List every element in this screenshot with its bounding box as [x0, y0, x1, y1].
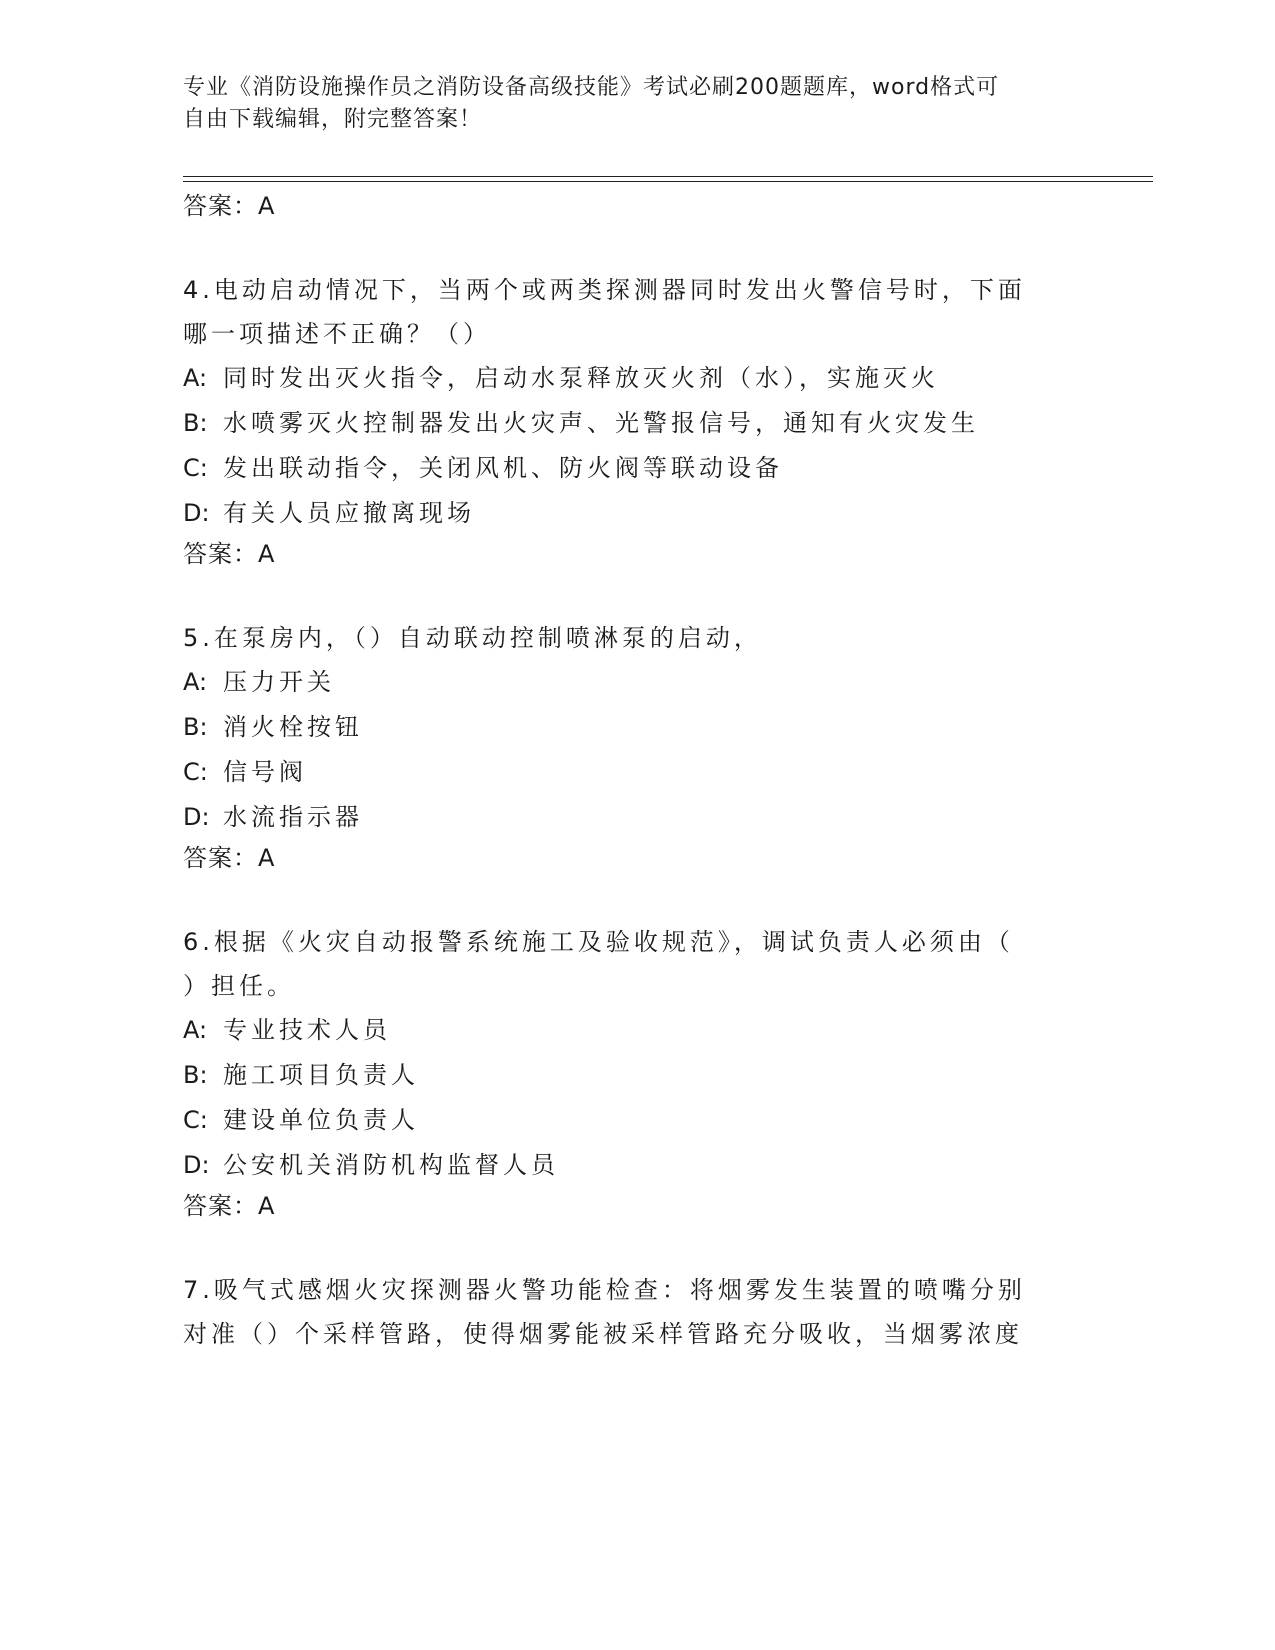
option-d: [183, 795, 1063, 840]
header-line: 专业《消防设施操作员之消防设备高级技能》考试必刷200题题库，word格式可: [183, 75, 1000, 100]
option-text: 水喷雾灭火控制器发出火灾声、光警报信号，通知有火灾发生: [223, 409, 979, 437]
option-key: B:: [183, 713, 208, 741]
option-c: [183, 750, 1063, 795]
answer-line: 答案：A: [183, 540, 276, 568]
question-text: 对准（）个采样管路，使得烟雾能被采样管路充分吸收，当烟雾浓度: [183, 1320, 1023, 1348]
option-c: [183, 446, 1063, 491]
question-text: 4.电动启动情况下，当两个或两类探测器同时发出火警信号时，下面: [183, 276, 1026, 304]
option-a: [183, 356, 1063, 401]
option-d: [183, 491, 1063, 536]
option-a: [183, 1008, 1063, 1053]
question-text: 6.根据《火灾自动报警系统施工及验收规范》，调试负责人必须由（: [183, 928, 1014, 956]
option-key: C:: [183, 454, 208, 482]
option-text: 有关人员应撤离现场: [223, 499, 475, 527]
document-header: [183, 72, 1063, 136]
question-block: [183, 1268, 1063, 1356]
option-text: 公安机关消防机构监督人员: [223, 1151, 559, 1179]
option-key: C:: [183, 1106, 208, 1134]
answer-line: 答案：A: [183, 192, 276, 220]
option-text: 水流指示器: [223, 803, 363, 831]
option-key: D:: [183, 1151, 210, 1179]
header-line: 自由下载编辑，附完整答案！: [183, 107, 483, 132]
option-key: B:: [183, 409, 208, 437]
question-text: 5.在泵房内，（）自动联动控制喷淋泵的启动，: [183, 624, 762, 652]
question-block: [183, 920, 1063, 1232]
option-key: B:: [183, 1061, 208, 1089]
option-key: D:: [183, 803, 210, 831]
option-text: 施工项目负责人: [223, 1061, 419, 1089]
question-text: 哪一项描述不正确？（）: [183, 320, 491, 348]
question-text: 7.吸气式感烟火灾探测器火警功能检查：将烟雾发生装置的喷嘴分别: [183, 1276, 1026, 1304]
option-text: 专业技术人员: [223, 1016, 391, 1044]
option-b: [183, 1053, 1063, 1098]
option-key: A:: [183, 364, 208, 392]
question-block: [183, 268, 1063, 580]
option-a: [183, 660, 1063, 705]
option-d: [183, 1143, 1063, 1188]
answer-line: 答案：A: [183, 844, 276, 872]
option-text: 消火栓按钮: [223, 713, 363, 741]
option-text: 发出联动指令，关闭风机、防火阀等联动设备: [223, 454, 783, 482]
document-body: [183, 188, 1063, 1356]
option-key: A:: [183, 1016, 208, 1044]
option-key: A:: [183, 668, 208, 696]
option-c: [183, 1098, 1063, 1143]
header-divider: [183, 176, 1153, 182]
option-text: 同时发出灭火指令，启动水泵释放灭火剂（水），实施灭火: [223, 364, 939, 392]
question-block: [183, 616, 1063, 884]
option-b: [183, 705, 1063, 750]
option-key: C:: [183, 758, 208, 786]
option-b: [183, 401, 1063, 446]
option-text: 信号阀: [223, 758, 307, 786]
option-text: 压力开关: [223, 668, 335, 696]
option-text: 建设单位负责人: [223, 1106, 419, 1134]
question-text: ）担任。: [183, 972, 295, 1000]
answer-line: 答案：A: [183, 1192, 276, 1220]
option-key: D:: [183, 499, 210, 527]
